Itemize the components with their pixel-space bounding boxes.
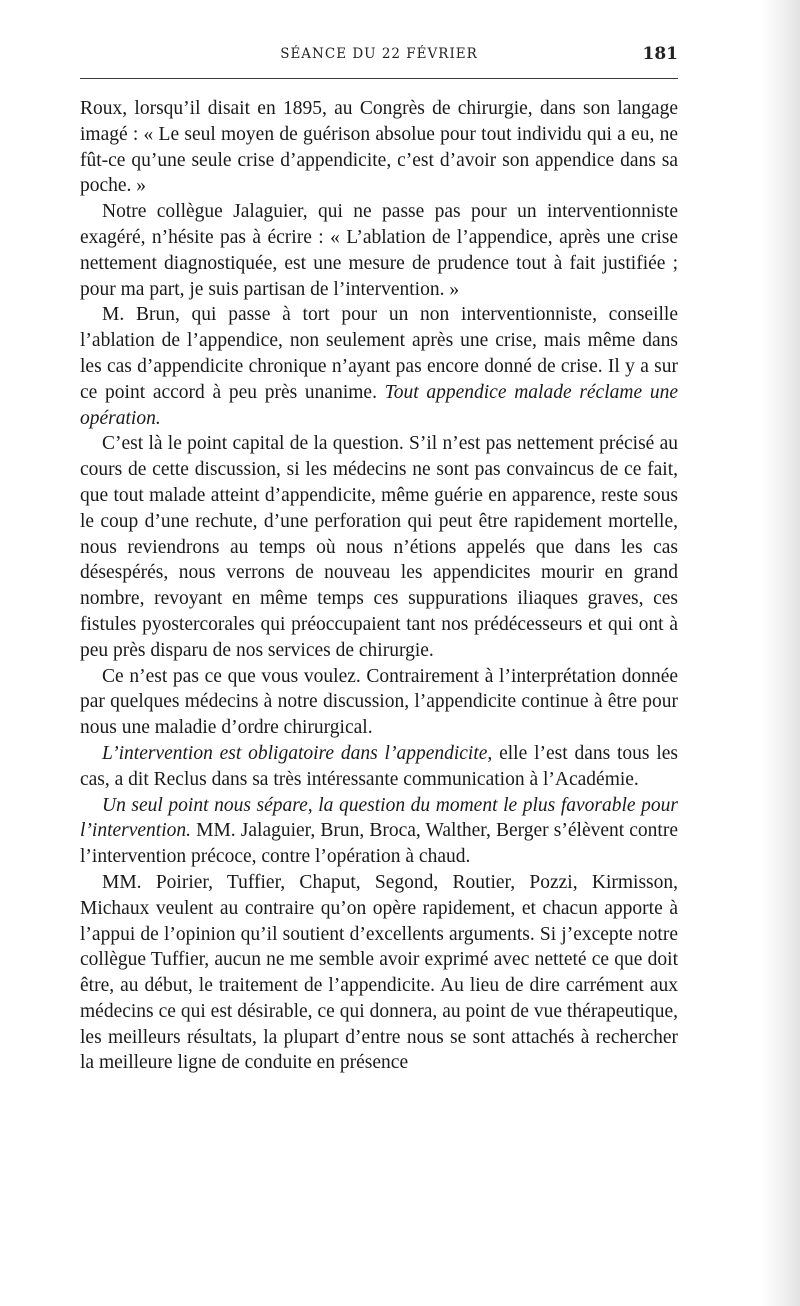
page-number: 181 bbox=[642, 44, 678, 64]
paragraph-poirier bbox=[80, 870, 678, 1076]
paragraph-reclus bbox=[80, 741, 678, 793]
page-header bbox=[80, 44, 678, 74]
paragraph-seul-point bbox=[80, 793, 678, 870]
paragraph-roux-quote bbox=[80, 96, 678, 199]
paragraph-emphasis: Tout appendice malade réclame une opération. bbox=[80, 381, 678, 429]
paragraph-text: Notre collègue Jalaguier, qui ne passe pas pour un interventionniste exagéré, n’hésite pas à écrire : « L’ablation de l’appendice, après une crise nettement diagnostiquée, est une mesure de prudence tout à fait justifiée ; pour ma part, je suis partisan de l’intervention. » bbox=[80, 201, 678, 300]
paragraph-capital-point bbox=[80, 431, 678, 663]
paragraph-ordre-chirurgical bbox=[80, 664, 678, 741]
paragraph-emphasis: Un seul point nous sépare, la question du moment le plus favorable pour l’intervention. bbox=[80, 794, 678, 842]
header-rule bbox=[80, 78, 678, 79]
paragraph-jalaguier bbox=[80, 199, 678, 302]
paragraph-text: M. Brun, qui passe à tort pour un non interventionniste, conseille l’ablation de l’appendice, non seulement après une crise, mais même dans les cas d’appendicite chronique n’ayant pas encore donné de crise. Il y a sur ce point accord à peu près unanime. bbox=[80, 304, 678, 403]
paragraph-text: elle l’est dans tous les cas, a dit Reclus dans sa très intéressante communication à l’Académie. bbox=[80, 742, 678, 790]
paragraph-text: MM. Jalaguier, Brun, Broca, Walther, Berger s’élèvent contre l’intervention précoce, contre l’opération à chaud. bbox=[80, 820, 678, 868]
body-text bbox=[80, 96, 678, 1076]
paragraph-text: Roux, lorsqu’il disait en 1895, au Congrès de chirurgie, dans son langage imagé : « Le seul moyen de guérison absolue pour tout individu qui a eu, ne fût-ce qu’une seule crise d’appendicite, c’est d’avoir son appendice dans sa poche. » bbox=[80, 98, 678, 197]
paragraph-text: Ce n’est pas ce que vous voulez. Contrairement à l’interprétation donnée par quelques médecins à notre discussion, l’appendicite continue à être pour nous une maladie d’ordre chirurgical. bbox=[80, 665, 678, 739]
page-edge-shadow bbox=[762, 0, 800, 1306]
paragraph-emphasis: L’intervention est obligatoire dans l’appendicite, bbox=[102, 742, 493, 764]
paragraph-brun bbox=[80, 302, 678, 431]
paragraph-text: C’est là le point capital de la question. S’il n’est pas nettement précisé au cours de cette discussion, si les médecins ne sont pas convaincus de ce fait, que tout malade atteint d’appendicite, même guérie en apparence, reste sous le coup d’une rechute, d’une perforation qui peut être rapidement mortelle, nous reviendrons au temps où nous n’étions appelés que dans les cas désespérés, nous verrons de nouveau les appendicites mourir en grand nombre, revoyant en même temps ces suppurations iliaques graves, ces fistules pyostercorales qui préoccupaient tant nos prédécesseurs et qui ont à peu près disparu de nos services de chirurgie. bbox=[80, 433, 678, 661]
running-head: SÉANCE DU 22 FÉVRIER bbox=[280, 46, 478, 62]
paragraph-text: MM. Poirier, Tuffier, Chaput, Segond, Routier, Pozzi, Kirmisson, Michaux veulent au contraire qu’on opère rapidement, et chacun apporte à l’appui de l’opinion qu’il soutient d’excellents arguments. Si j’excepte notre collègue Tuffier, aucun ne me semble avoir exprimé avec netteté ce que doit être, au début, le traitement de l’appendicite. Au lieu de dire carrément aux médecins ce qui est désirable, ce qui donnera, au point de vue thérapeutique, les meilleurs résultats, la plupart d’entre nous se sont attachés à rechercher la meilleure ligne de conduite en présence bbox=[80, 871, 678, 1074]
